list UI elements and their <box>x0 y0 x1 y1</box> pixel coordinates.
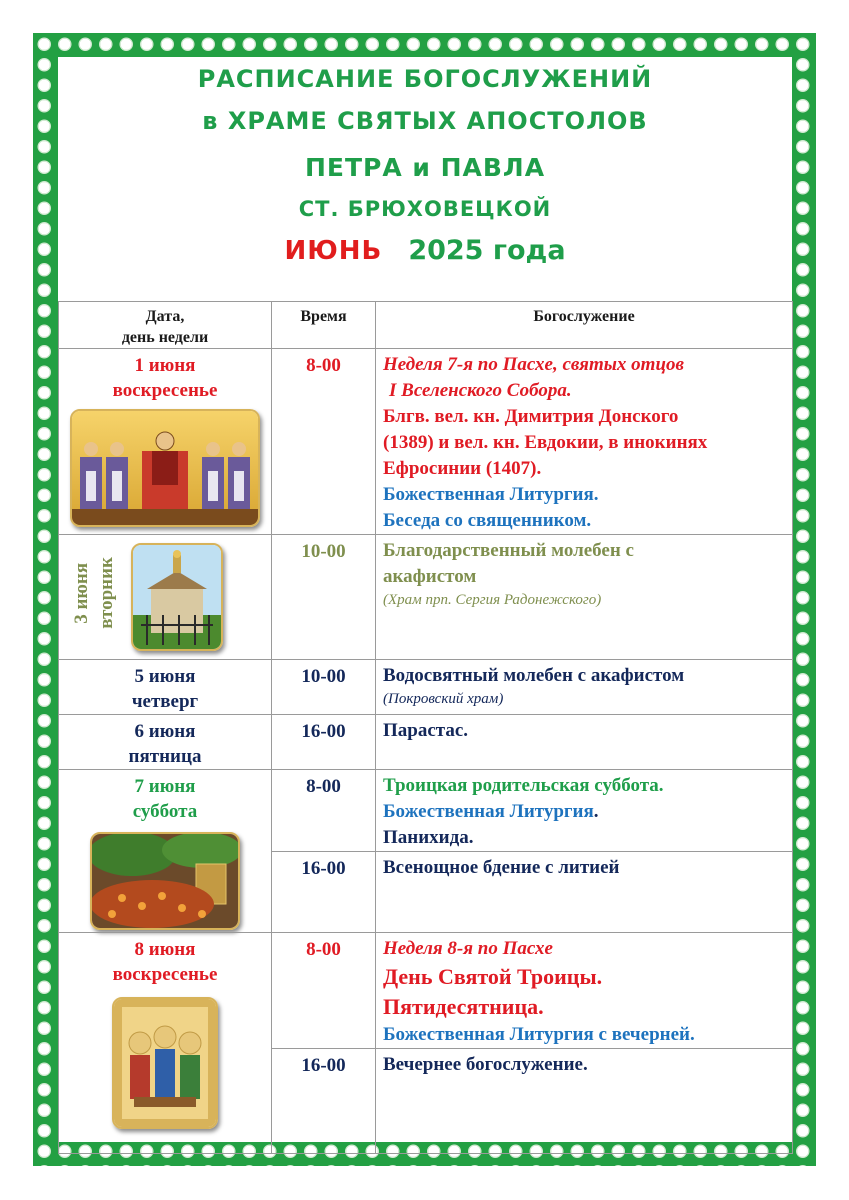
header-time: Время <box>272 302 376 349</box>
date-cell: 7 июня суббота <box>59 770 272 933</box>
schedule-table <box>58 301 793 1154</box>
title-line-1: РАСПИСАНИЕ БОГОСЛУЖЕНИЙ <box>197 65 653 93</box>
date-cell: 5 июня четверг <box>59 660 272 715</box>
time-cell: 10-00 <box>272 535 376 660</box>
header-date: Дата, день недели <box>59 302 272 349</box>
table-row <box>59 770 793 852</box>
service-cell: Вечернее богослужение. <box>376 1049 793 1154</box>
table-row <box>59 349 793 535</box>
date-cell <box>59 535 272 660</box>
trinity-icon <box>112 997 218 1129</box>
header-service: Богослужение <box>376 302 793 349</box>
month-line <box>58 235 792 266</box>
council-icon <box>70 409 260 527</box>
time-cell: 8-00 <box>272 770 376 852</box>
service-cell: Троицкая родительская суббота. Божественная Литургия. Панихида. <box>376 770 793 852</box>
time-cell: 16-00 <box>272 852 376 933</box>
month: ИЮНЬ <box>284 236 383 266</box>
church-interior-photo <box>90 832 240 930</box>
time-cell: 8-00 <box>272 933 376 1049</box>
title-line-3: ПЕТРА и ПАВЛА <box>304 153 546 182</box>
table-row <box>59 535 793 660</box>
table-row <box>59 715 793 770</box>
time-cell: 10-00 <box>272 660 376 715</box>
table-header <box>59 302 793 349</box>
year: 2025 года <box>408 235 566 266</box>
service-cell: Всенощное бдение с литией <box>376 852 793 933</box>
time-cell: 8-00 <box>272 349 376 535</box>
service-cell: Благодарственный молебен с акафистом (Храм прп. Сергия Радонежского) <box>376 535 793 660</box>
page-content <box>58 57 792 1142</box>
date-cell: 8 июня воскресенье <box>59 933 272 1154</box>
service-cell: Водосвятный молебен с акафистом (Покровский храм) <box>376 660 793 715</box>
service-cell: Неделя 8-я по Пасхе День Святой Троицы. Пятидесятница. Божественная Литургия с вечерней. <box>376 933 793 1049</box>
church-photo <box>131 543 223 651</box>
service-cell: Неделя 7-я по Пасхе, святых отцов I Вселенского Собора. Блгв. вел. кн. Димитрия Донского (1389) и вел. кн. Евдокии, в инокинях Ефросинии (1407). Божественная Литургия. Беседа со священником. <box>376 349 793 535</box>
date-cell: 6 июня пятница <box>59 715 272 770</box>
vertical-date: 3 июня вторник <box>71 557 117 629</box>
time-cell: 16-00 <box>272 1049 376 1154</box>
table-row <box>59 933 793 1049</box>
time-cell: 16-00 <box>272 715 376 770</box>
table-row <box>59 660 793 715</box>
service-cell: Парастас. <box>376 715 793 770</box>
title-line-4: СТ. БРЮХОВЕЦКОЙ <box>298 197 552 221</box>
date-cell: 1 июня воскресенье <box>59 349 272 535</box>
title-line-2: в ХРАМЕ СВЯТЫХ АПОСТОЛОВ <box>202 107 648 135</box>
